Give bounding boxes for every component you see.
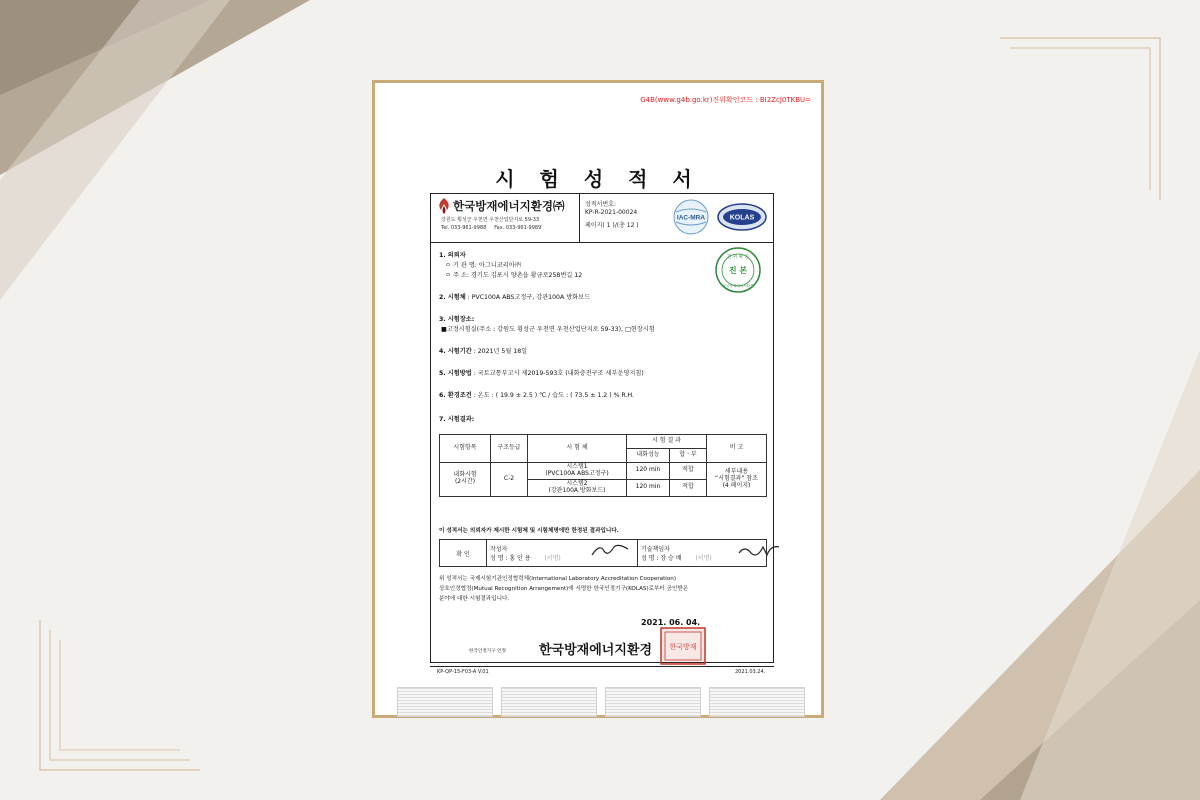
performance-2: 120 min	[627, 479, 670, 496]
issue-date: 2021. 06. 04.	[641, 618, 701, 627]
section-6: 6. 환경조건 : 온도 : ( 19.9 ± 2.5 ) ℃ / 습도 : ( 73.5 ± 1.2 ) % R.H.	[439, 392, 634, 399]
tech-manager-role: 기술책임자	[641, 546, 670, 553]
tech-signature-line	[641, 553, 763, 562]
author-sign-mark: (서명)	[544, 555, 561, 562]
issuer-name: 한국방재에너지환경	[539, 643, 653, 658]
author-signature-line	[490, 553, 634, 562]
author-cell	[487, 540, 638, 567]
company-logo-icon	[436, 197, 452, 215]
remarks-value: 세부내용 “시험결과” 참조 (4 페이지)	[707, 463, 767, 497]
tech-manager-cell	[638, 540, 767, 567]
tech-manager-name: 성 명 : 장 승 배	[641, 555, 682, 562]
test-item-value: 내화시험 (2시간)	[440, 463, 491, 497]
confirm-label: 확 인	[440, 540, 487, 567]
kolas-logo-text: KOLAS	[729, 214, 755, 222]
pass-1: 적합	[670, 463, 707, 480]
page-thumbnail	[501, 687, 597, 717]
cert-number-label: 성적서번호:	[585, 201, 617, 208]
header-divider	[579, 194, 580, 242]
intl-text-line-2: 상호인정협정(Mutual Recognition Arrangement)에 서명한 한국인정기구(KOLAS)로부터 공인받은	[439, 586, 689, 592]
certificate-frame	[372, 80, 824, 718]
seal-text: 한국방재	[669, 643, 697, 651]
header-test-item: 시험항목	[440, 435, 491, 463]
section-2: 2. 시험체 : PVC100A ABS고정구, 강관100A 방화보드	[439, 294, 591, 301]
header-pass-fail: 합ㆍ부	[670, 449, 707, 463]
iac-mra-logo-icon	[671, 198, 711, 236]
intl-text-line-1: 위 성적서는 국제시험기관인정협력체(International Laboratory Accreditation Cooperation)	[439, 576, 677, 582]
header-specimen: 시 험 체	[528, 435, 627, 463]
page-thumbnail	[397, 687, 493, 717]
footer-form-code: KP-QP-15-F03-A V.01	[437, 669, 489, 675]
section-1-title: 1. 의뢰자	[439, 252, 466, 259]
company-tel: Tel. 033-961-9988	[441, 225, 487, 231]
certificate-header	[431, 194, 773, 243]
page-thumbnails	[397, 687, 805, 717]
header-grade: 구조등급	[491, 435, 528, 463]
cert-number: KP-R-2021-00024	[585, 209, 638, 216]
intl-text-line-3: 분야에 대한 시험결과입니다.	[439, 596, 510, 602]
tech-sign-mark: (서명)	[695, 555, 712, 562]
stamp-top-text: 진 위 확 인	[727, 255, 749, 260]
footer-revision-date: 2021.03.24.	[735, 669, 766, 675]
test-location: ■고정시험실(주소 : 강원도 횡성군 우천면 우천산업단지로 59-33), □현장시험	[441, 326, 655, 333]
client-address: ㅇ 주 소: 경기도 김포시 양촌읍 황금로258번길 12	[445, 272, 583, 279]
document-title: 시 험 성 적 서	[495, 167, 701, 191]
specimen-1: 시스템1 (PVC100A ABS고정구)	[528, 463, 627, 480]
section-4: 4. 시험기간 : 2021년 5월 18일	[439, 348, 528, 355]
stamp-bottom-text: 한국방재에너지환경	[722, 284, 754, 288]
company-address: 강원도 횡성군 우천면 우천산업단지로 59-33	[441, 217, 540, 223]
client-organization: ㅇ 기 관 명: 아그니코리아㈜	[445, 262, 521, 269]
header-remarks: 비 고	[707, 435, 767, 463]
stamp-middle-text: 진 본	[728, 266, 748, 275]
kolas-logo-icon	[716, 202, 768, 232]
author-role: 작성자	[490, 546, 508, 553]
pass-2: 적합	[670, 479, 707, 496]
page-thumbnail	[709, 687, 805, 717]
grade-value: C-2	[491, 463, 528, 497]
section-7-title: 7. 시험결과:	[439, 416, 475, 423]
author-name: 성 명 : 홍 인 용	[490, 555, 531, 562]
authenticity-stamp-icon	[714, 246, 762, 294]
section-3-title: 3. 시험장소:	[439, 316, 475, 323]
tech-signature-icon	[737, 541, 781, 559]
section-5: 5. 시험방법 : 국토교통부고시 제2019-593호 (내화충전구조 세부운영지침)	[439, 370, 644, 377]
footer-divider	[430, 666, 774, 667]
company-contact	[441, 225, 541, 231]
g4b-verification-code: G4B(www.g4b.go.kr)진위확인코드 : BI2ZcJ0TKBU=	[640, 96, 811, 104]
results-table	[439, 434, 767, 497]
header-performance: 내화성능	[627, 449, 670, 463]
iac-logo-text: IAC-MRA	[676, 214, 706, 222]
performance-1: 120 min	[627, 463, 670, 480]
kolas-issuer: 한국인정기구 인정	[469, 649, 506, 654]
company-name: 한국방재에너지환경㈜	[453, 199, 565, 213]
page-info: 페이지( 1 )/(총 12 )	[585, 222, 639, 229]
author-signature-icon	[590, 541, 630, 559]
certificate-body	[430, 193, 774, 663]
company-fax: Fax. 033-961-9989	[494, 225, 542, 231]
official-seal-icon	[659, 626, 707, 666]
disclaimer-text: 이 성적서는 의뢰자가 제시한 시험체 및 시험체명에만 한정된 결과입니다.	[439, 528, 619, 534]
header-result: 시 험 결 과	[627, 435, 707, 449]
signature-table	[439, 539, 767, 567]
specimen-2: 시스템2 (강관100A 방화보드)	[528, 479, 627, 496]
page-thumbnail	[605, 687, 701, 717]
